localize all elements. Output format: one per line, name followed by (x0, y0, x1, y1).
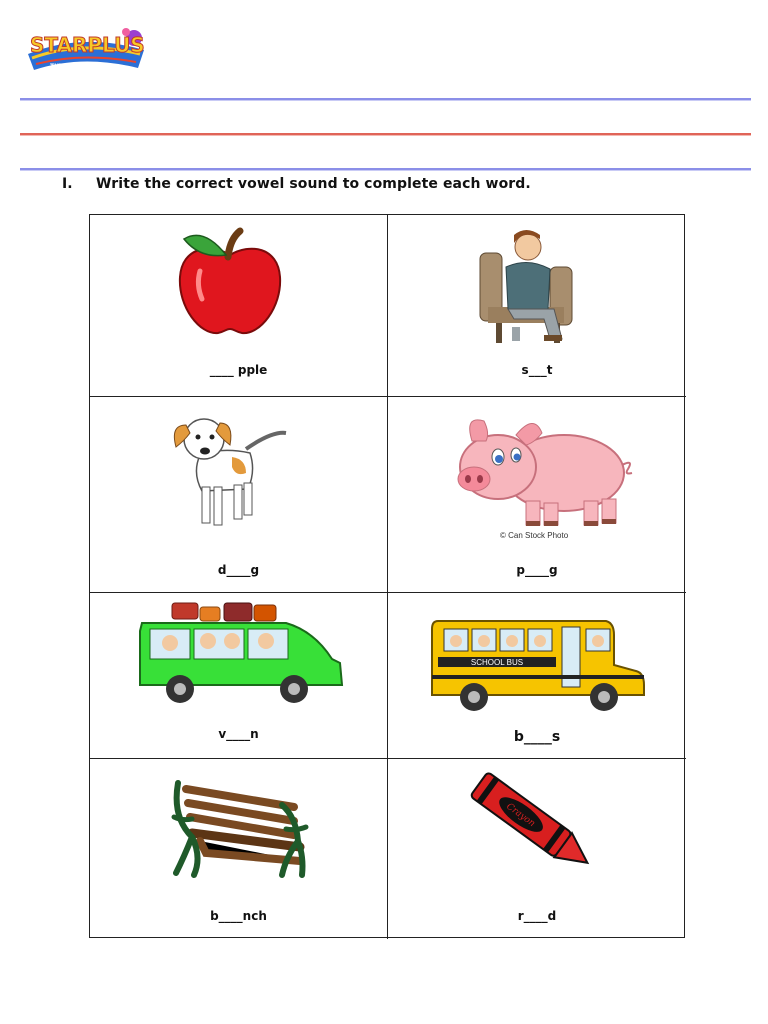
instruction-text: Write the correct vowel sound to complete each word. (96, 176, 531, 192)
crayon-icon (460, 765, 608, 883)
van-icon (136, 601, 348, 709)
word-blank-pple: ____ pple (209, 363, 268, 377)
school-bus-icon (428, 615, 650, 715)
item-crayon (388, 759, 686, 939)
item-bus (388, 593, 686, 759)
item-van (90, 593, 388, 759)
man-sitting-in-armchair-icon (474, 227, 578, 345)
top-blue-rule (20, 98, 751, 100)
word-b-blank-nch: b____nch (210, 909, 267, 923)
word-s-blank-t: s___t (521, 363, 553, 377)
dog-icon (162, 411, 292, 529)
bottom-blue-rule (20, 168, 751, 170)
item-pig (388, 397, 686, 593)
item-bench (90, 759, 388, 939)
apple-icon (170, 225, 290, 337)
word-b-blank-s: b____s (513, 729, 561, 745)
starplus-logo (22, 24, 148, 80)
item-man-sitting (388, 215, 686, 397)
word-d-blank-g: d____g (217, 563, 260, 577)
svg-text:STARPLUS: STARPLUS (30, 33, 145, 57)
word-r-blank-d: r____d (517, 909, 557, 923)
instruction-number: I. (62, 176, 73, 192)
bench-icon (170, 777, 310, 881)
crayon-label: Crayon (504, 801, 537, 830)
instruction (62, 176, 722, 192)
middle-red-rule (20, 133, 751, 135)
word-p-blank-g: p____g (516, 563, 558, 577)
pig-image-credit: © Can Stock Photo (500, 531, 569, 540)
svg-text:TUTORIAL CENTER: TUTORIAL CENTER (50, 63, 112, 70)
school-bus-label: SCHOOL BUS (470, 658, 524, 667)
vowel-worksheet-grid (89, 214, 685, 938)
pig-icon (446, 411, 636, 533)
item-dog (90, 397, 388, 593)
item-apple (90, 215, 388, 397)
word-v-blank-n: v____n (218, 727, 259, 741)
